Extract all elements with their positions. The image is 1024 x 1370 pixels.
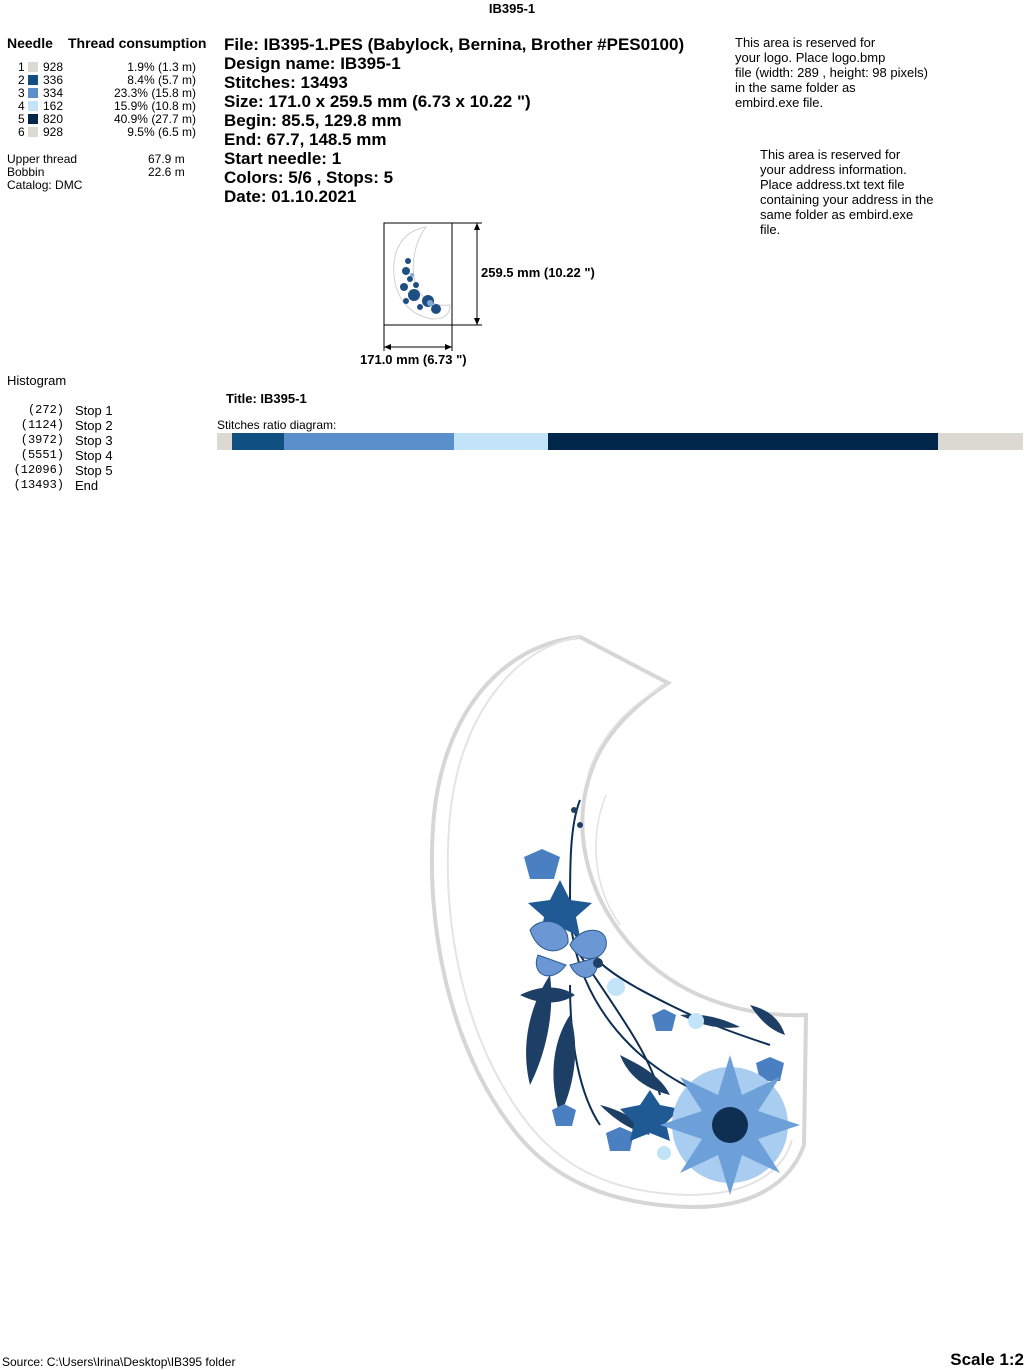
needle-number: 4 — [18, 99, 25, 113]
note-line: file (width: 289 , height: 98 pixels) — [735, 65, 928, 80]
thread-percentage: 1.9% (1.3 m) — [127, 60, 196, 74]
stop-label: Stop 2 — [75, 418, 113, 433]
thread-color-swatch — [28, 88, 38, 98]
stitch-count: (3972) — [20, 433, 64, 447]
note-line: Place address.txt text file — [760, 177, 905, 192]
stop-label: Stop 4 — [75, 448, 113, 463]
stitch-count: (12096) — [13, 463, 64, 477]
catalog-label: Catalog: DMC — [7, 178, 83, 192]
note-line: in the same folder as — [735, 80, 856, 95]
logo-area-note — [735, 35, 928, 110]
bobbin-value: 22.6 m — [148, 165, 185, 179]
histogram-title: Histogram — [7, 373, 67, 388]
stop-label: Stop 1 — [75, 403, 113, 418]
design-thumbnail — [370, 215, 630, 375]
ratio-segment — [217, 433, 232, 450]
histogram-row — [0, 463, 130, 478]
stop-label: Stop 5 — [75, 463, 113, 478]
note-line: containing your address in the — [760, 192, 934, 207]
info-line: Design name: IB395-1 — [224, 54, 401, 73]
needle-number: 5 — [18, 112, 25, 126]
histogram-row — [0, 478, 130, 493]
thread-percentage: 9.5% (6.5 m) — [127, 125, 196, 139]
note-line: your address information. — [760, 162, 907, 177]
histogram-row — [0, 403, 130, 418]
info-line: End: 67.7, 148.5 mm — [224, 130, 387, 149]
source-path: Source: C:\Users\Irina\Desktop\IB395 folder — [2, 1355, 236, 1369]
thread-color-swatch — [28, 62, 38, 72]
bobbin-label: Bobbin — [7, 165, 45, 179]
info-line: Stitches: 13493 — [224, 73, 348, 92]
height-dimension: 259.5 mm (10.22 ") — [481, 265, 595, 280]
thread-color-swatch — [28, 75, 38, 85]
note-line: embird.exe file. — [735, 95, 824, 110]
stop-label: Stop 3 — [75, 433, 113, 448]
thread-percentage: 8.4% (5.7 m) — [127, 73, 196, 87]
width-dimension: 171.0 mm (6.73 ") — [360, 352, 467, 367]
info-line: Date: 01.10.2021 — [224, 187, 357, 206]
thread-percentage: 23.3% (15.8 m) — [113, 86, 196, 100]
thread-percentage: 15.9% (10.8 m) — [113, 99, 196, 113]
ratio-label: Stitches ratio diagram: — [217, 418, 337, 432]
upper-thread-value: 67.9 m — [148, 152, 185, 166]
info-line: Start needle: 1 — [224, 149, 342, 168]
thread-color-swatch — [28, 114, 38, 124]
thread-percentage: 40.9% (27.7 m) — [113, 112, 196, 126]
scale-label: Scale 1:2 — [950, 1350, 1024, 1369]
needle-number: 1 — [18, 60, 25, 74]
info-line: File: IB395-1.PES (Babylock, Bernina, Brother #PES0100) — [224, 35, 685, 54]
thread-code: 928 — [43, 125, 64, 139]
note-line: same folder as embird.exe — [760, 207, 914, 222]
thread-code: 334 — [43, 86, 64, 100]
stitches-ratio-bar — [217, 433, 1023, 450]
info-line: Colors: 5/6 , Stops: 5 — [224, 168, 394, 187]
thread-code: 336 — [43, 73, 64, 87]
needle-row — [0, 126, 210, 139]
thread-code: 162 — [43, 99, 64, 113]
stitch-count: (272) — [27, 403, 64, 417]
info-line: Begin: 85.5, 129.8 mm — [224, 111, 402, 130]
ratio-segment — [232, 433, 284, 450]
thread-color-swatch — [28, 127, 38, 137]
embroidery-preview — [420, 625, 820, 1225]
histogram-row — [0, 418, 130, 433]
thread-code: 928 — [43, 60, 64, 74]
needle-number: 3 — [18, 86, 25, 100]
address-area-note — [760, 147, 933, 237]
histogram-row — [0, 448, 130, 463]
needle-header: Needle — [7, 35, 53, 51]
thread-consumption-header: Thread consumption — [68, 35, 207, 51]
histogram-row — [0, 433, 130, 448]
ratio-segment — [454, 433, 548, 450]
design-title: Title: IB395-1 — [226, 391, 307, 406]
stop-label: End — [75, 478, 99, 493]
stitch-count: (13493) — [13, 478, 64, 492]
stitch-count: (5551) — [20, 448, 64, 462]
stitch-count: (1124) — [20, 418, 64, 432]
ratio-segment — [938, 433, 1023, 450]
thread-code: 820 — [43, 112, 64, 126]
note-line: file. — [760, 222, 781, 237]
ratio-segment — [284, 433, 454, 450]
upper-thread-label: Upper thread — [7, 152, 78, 166]
needle-number: 6 — [18, 125, 25, 139]
info-line: Size: 171.0 x 259.5 mm (6.73 x 10.22 ") — [224, 92, 531, 111]
thread-color-swatch — [28, 101, 38, 111]
ratio-segment — [548, 433, 938, 450]
note-line: your logo. Place logo.bmp — [735, 50, 886, 65]
needle-number: 2 — [18, 73, 25, 87]
note-line: This area is reserved for — [735, 35, 876, 50]
note-line: This area is reserved for — [760, 147, 901, 162]
page-title: IB395-1 — [488, 1, 536, 16]
